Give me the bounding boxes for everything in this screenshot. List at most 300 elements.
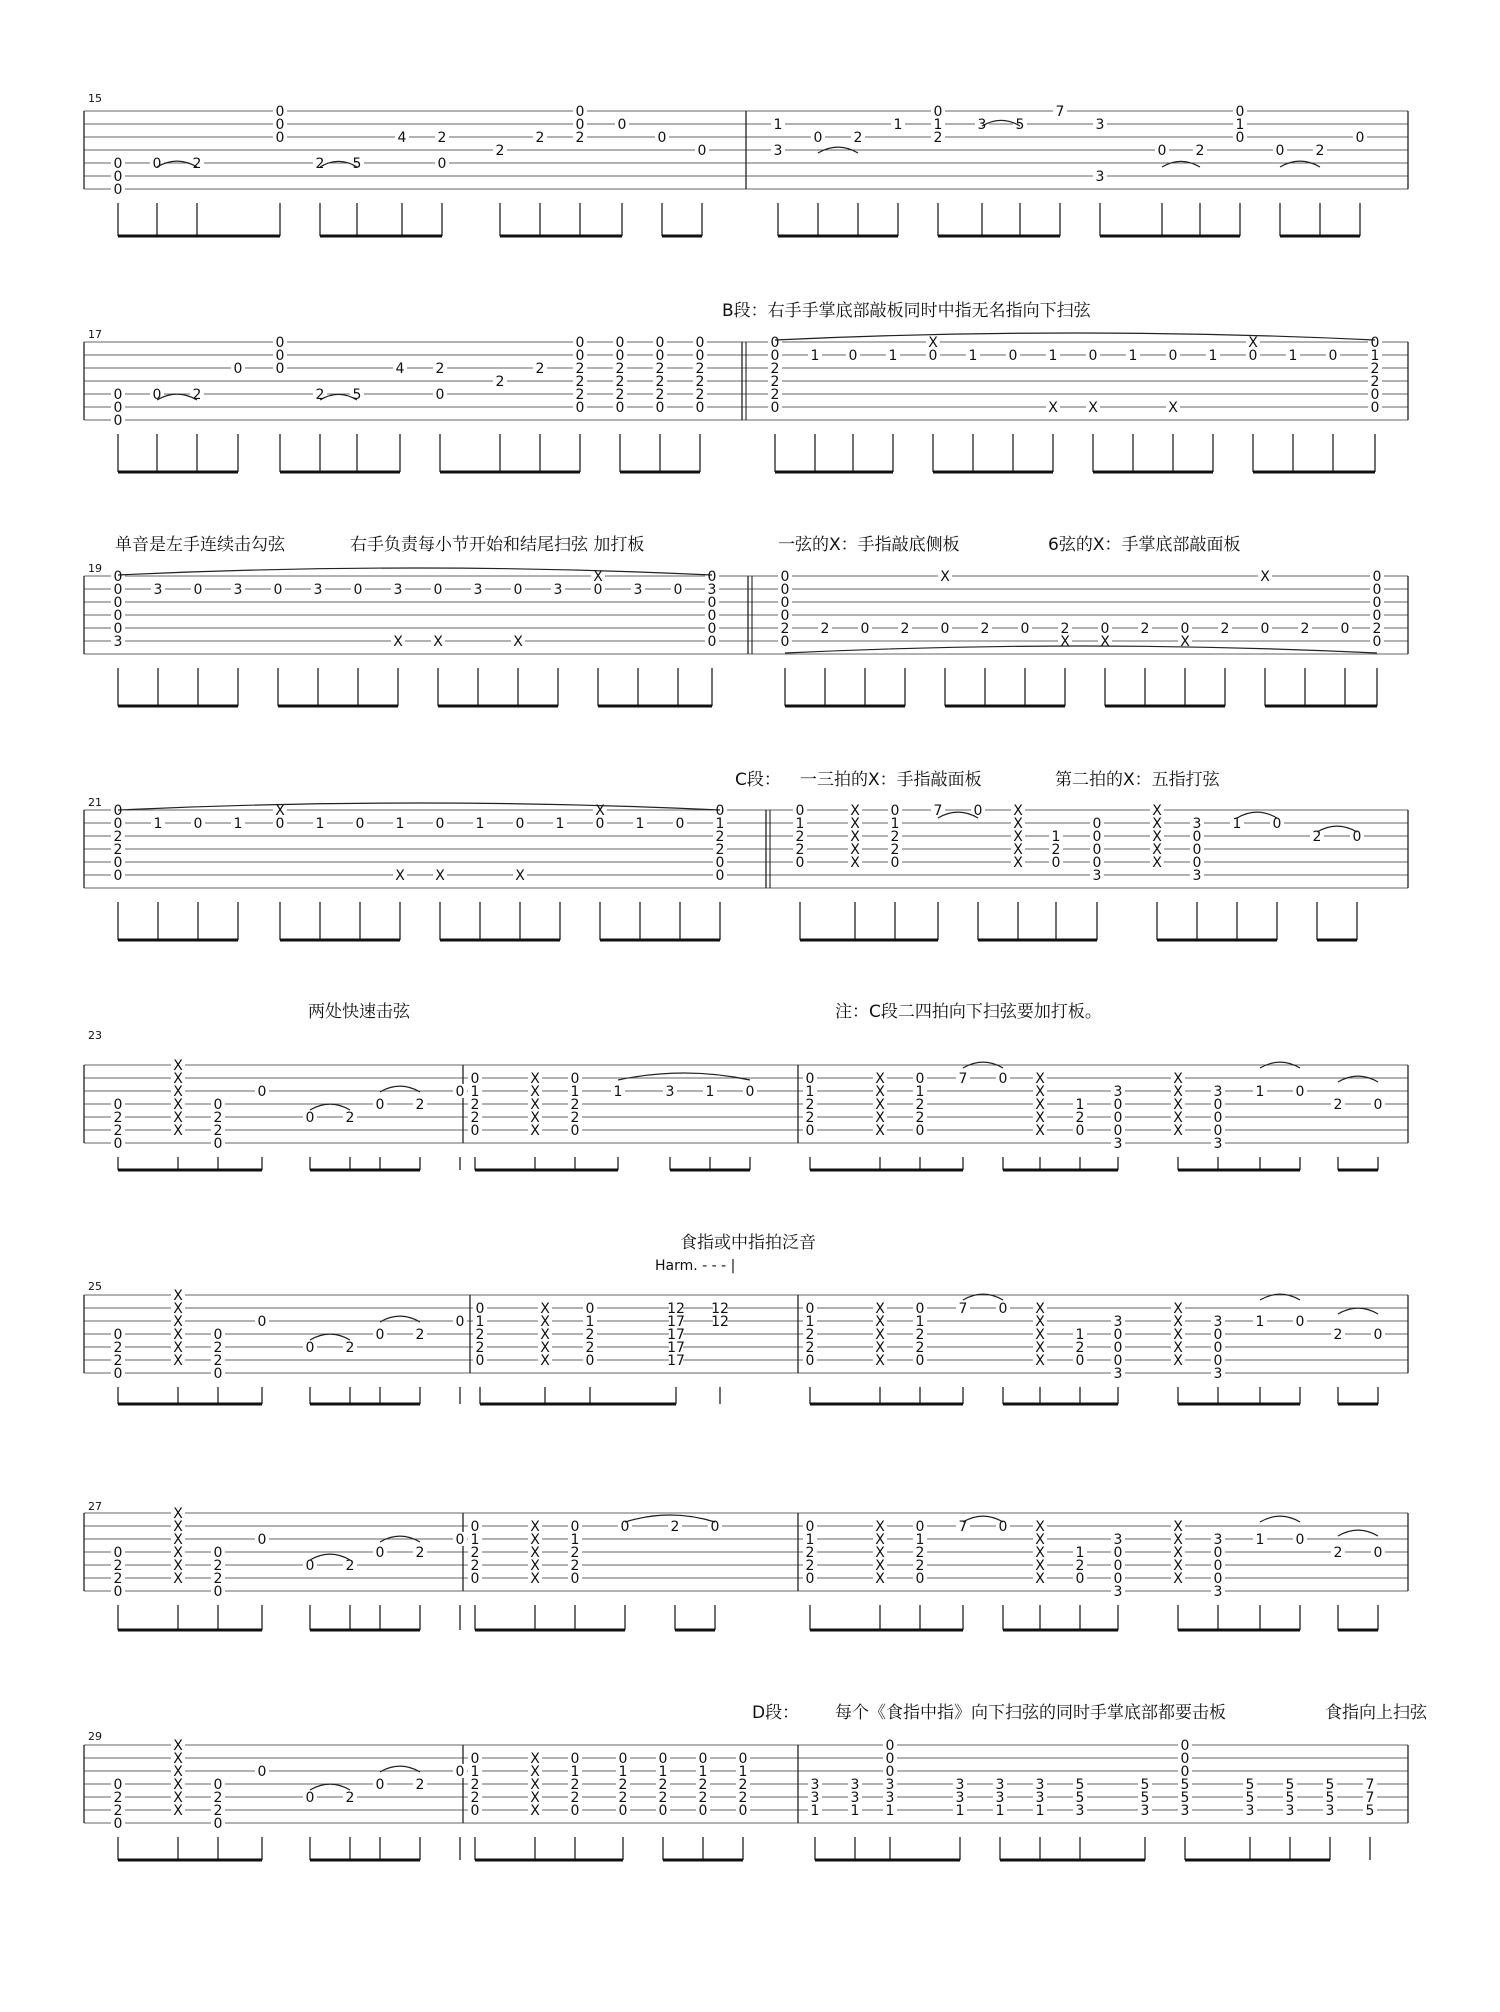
fret-number: 0 — [780, 634, 790, 650]
fret-number: 0 — [113, 855, 123, 871]
fret-number: X — [1048, 400, 1058, 416]
annotation-string6-x: 6弦的X：手掌底部敲面板 — [1048, 535, 1241, 555]
fret-number: 0 — [1373, 1327, 1383, 1343]
fret-number: X — [1035, 1123, 1045, 1139]
fret-number: 0 — [152, 387, 162, 403]
fret-number: 0 — [707, 634, 717, 650]
fret-number: 0 — [805, 1071, 815, 1087]
fret-number: X — [875, 1545, 885, 1561]
fret-number: 3 — [850, 1790, 860, 1806]
fret-number: 2 — [915, 1097, 925, 1113]
fret-number: 0 — [575, 400, 585, 416]
fret-number: 3 — [955, 1790, 965, 1806]
fret-number: 0 — [707, 608, 717, 624]
fret-number: 0 — [1075, 1353, 1085, 1369]
fret-number: 0 — [1213, 1110, 1223, 1126]
fret-number: 2 — [900, 621, 910, 637]
fret-number: X — [530, 1751, 540, 1767]
fret-number: X — [173, 1764, 183, 1780]
fret-number: X — [1173, 1558, 1183, 1574]
fret-number: 2 — [770, 374, 780, 390]
fret-number: 0 — [1180, 1764, 1190, 1780]
fret-number: 1 — [470, 1764, 480, 1780]
fret-number: X — [530, 1571, 540, 1587]
fret-number: 0 — [470, 1571, 480, 1587]
fret-number: 0 — [1260, 621, 1270, 637]
fret-number: 0 — [1275, 143, 1285, 159]
fret-number: 2 — [715, 829, 725, 845]
fret-number: 0 — [570, 1071, 580, 1087]
fret-number: 0 — [1213, 1123, 1223, 1139]
fret-number: 1 — [1288, 348, 1298, 364]
fret-number: X — [173, 1097, 183, 1113]
fret-number: 2 — [805, 1340, 815, 1356]
fret-number: X — [1060, 634, 1070, 650]
fret-number: X — [1035, 1097, 1045, 1113]
fret-number: 0 — [273, 582, 283, 598]
fret-number: 0 — [1370, 400, 1380, 416]
fret-number: 2 — [1075, 1340, 1085, 1356]
fret-number: 0 — [470, 1519, 480, 1535]
fret-number: 2 — [618, 1777, 628, 1793]
fret-number: 0 — [1370, 387, 1380, 403]
fret-number: 0 — [435, 816, 445, 832]
fret-number: 17 — [667, 1327, 685, 1343]
fret-number: 1 — [890, 816, 900, 832]
fret-number: 1 — [955, 1803, 965, 1819]
fret-number: X — [1173, 1571, 1183, 1587]
fret-number: 0 — [673, 582, 683, 598]
fret-number: 0 — [1113, 1327, 1123, 1343]
fret-number: 0 — [257, 1314, 267, 1330]
fret-number: 0 — [275, 335, 285, 351]
fret-number: X — [173, 1071, 183, 1087]
fret-number: 0 — [1008, 348, 1018, 364]
fret-number: X — [850, 842, 860, 858]
fret-number: X — [393, 634, 403, 650]
fret-number: 2 — [113, 1110, 123, 1126]
fret-number: 0 — [213, 1136, 223, 1152]
fret-number: X — [1013, 803, 1023, 819]
fret-number: 2 — [113, 1123, 123, 1139]
fret-number: X — [1173, 1532, 1183, 1548]
fret-number: X — [530, 1790, 540, 1806]
fret-number: 7 — [958, 1301, 968, 1317]
fret-number: 3 — [995, 1777, 1005, 1793]
fret-number: 2 — [1220, 621, 1230, 637]
fret-number: 0 — [113, 595, 123, 611]
fret-number: 2 — [890, 842, 900, 858]
fret-number: 0 — [770, 335, 780, 351]
fret-number: 0 — [707, 621, 717, 637]
fret-number: 3 — [1113, 1584, 1123, 1600]
fret-number: X — [530, 1123, 540, 1139]
fret-number: 0 — [805, 1353, 815, 1369]
fret-number: 0 — [305, 1340, 315, 1356]
fret-number: X — [1173, 1545, 1183, 1561]
fret-number: 1 — [395, 816, 405, 832]
fret-number: 2 — [1315, 143, 1325, 159]
fret-number: 0 — [213, 1327, 223, 1343]
fret-number: 0 — [780, 569, 790, 585]
fret-number: 2 — [1075, 1110, 1085, 1126]
fret-number: 0 — [193, 582, 203, 598]
fret-number: X — [1035, 1571, 1045, 1587]
fret-number: 2 — [315, 387, 325, 403]
fret-number: X — [1013, 829, 1023, 845]
fret-number: 0 — [1372, 608, 1382, 624]
fret-number: 2 — [192, 156, 202, 172]
fret-number: X — [875, 1301, 885, 1317]
fret-number: 0 — [715, 868, 725, 884]
fret-number: 0 — [745, 1084, 755, 1100]
slur-arc — [310, 1104, 350, 1110]
fret-number: 2 — [213, 1803, 223, 1819]
fret-number: 3 — [1213, 1084, 1223, 1100]
fret-number: X — [530, 1110, 540, 1126]
slur-arc — [618, 1073, 750, 1080]
fret-number: 3 — [1095, 169, 1105, 185]
fret-number: 2 — [715, 842, 725, 858]
annotation-hammer-pull: 单音是左手连续击勾弦 — [115, 535, 285, 555]
fret-number: 0 — [615, 348, 625, 364]
fret-number: 0 — [233, 361, 243, 377]
fret-number: 0 — [275, 104, 285, 120]
fret-number: 0 — [595, 816, 605, 832]
fret-number: 2 — [213, 1123, 223, 1139]
fret-number: 0 — [973, 803, 983, 819]
fret-number: 2 — [1060, 621, 1070, 637]
fret-number: 3 — [1075, 1803, 1085, 1819]
fret-number: X — [1152, 829, 1162, 845]
fret-number: 2 — [1140, 621, 1150, 637]
fret-number: 2 — [113, 1571, 123, 1587]
fret-number: 1 — [1075, 1545, 1085, 1561]
fret-number: 0 — [470, 1123, 480, 1139]
fret-number: X — [875, 1558, 885, 1574]
fret-number: X — [1173, 1301, 1183, 1317]
fret-number: X — [173, 1301, 183, 1317]
fret-number: 3 — [1092, 868, 1102, 884]
annotation-b-section: B段：右手手掌底部敲板同时中指无名指向下扫弦 — [722, 301, 1091, 321]
fret-number: 3 — [773, 143, 783, 159]
fret-number: 1 — [585, 1314, 595, 1330]
fret-number: X — [1173, 1353, 1183, 1369]
fret-number: X — [173, 1123, 183, 1139]
fret-number: 2 — [470, 1558, 480, 1574]
fret-number: 0 — [1372, 582, 1382, 598]
fret-numbers-layer — [114, 104, 1383, 1832]
fret-number: 5 — [352, 156, 362, 172]
fret-number: 0 — [738, 1803, 748, 1819]
fret-number: 1 — [893, 117, 903, 133]
fret-number: 0 — [113, 1097, 123, 1113]
fret-number: 0 — [928, 348, 938, 364]
fret-number: 1 — [315, 816, 325, 832]
fret-number: 2 — [890, 829, 900, 845]
fret-number: X — [173, 1803, 183, 1819]
fret-number: 0 — [455, 1084, 465, 1100]
fret-number: 0 — [375, 1327, 385, 1343]
fret-number: 1 — [1208, 348, 1218, 364]
fret-number: 5 — [1325, 1790, 1335, 1806]
fret-number: X — [1035, 1071, 1045, 1087]
fret-number: X — [1173, 1123, 1183, 1139]
fret-number: X — [940, 569, 950, 585]
fret-number: X — [173, 1777, 183, 1793]
fret-number: 0 — [113, 1366, 123, 1382]
fret-number: 0 — [715, 803, 725, 819]
fret-number: 0 — [890, 855, 900, 871]
fret-number: 3 — [1113, 1532, 1123, 1548]
fret-number: 3 — [1285, 1803, 1295, 1819]
measure-number: 25 — [88, 1280, 102, 1293]
fret-number: 0 — [570, 1519, 580, 1535]
annotation-right-hand: 右手负责每小节开始和结尾扫弦 加打板 — [350, 535, 645, 555]
fret-number: 0 — [113, 387, 123, 403]
fret-number: 0 — [455, 1532, 465, 1548]
fret-number: 5 — [1180, 1790, 1190, 1806]
fret-number: 2 — [345, 1558, 355, 1574]
fret-number: 3 — [153, 582, 163, 598]
fret-number: 3 — [1035, 1790, 1045, 1806]
fret-number: 0 — [707, 595, 717, 611]
fret-number: 3 — [553, 582, 563, 598]
fret-number: 2 — [570, 1097, 580, 1113]
fret-number: 3 — [1213, 1532, 1223, 1548]
fret-number: 0 — [455, 1764, 465, 1780]
fret-number: 0 — [1213, 1353, 1223, 1369]
fret-number: 0 — [275, 816, 285, 832]
fret-number: 0 — [213, 1816, 223, 1832]
fret-number: X — [173, 1751, 183, 1767]
annotation-beat2-x: 第二拍的X：五指打弦 — [1055, 770, 1220, 790]
fret-number: 1 — [995, 1803, 1005, 1819]
fret-number: 3 — [1113, 1136, 1123, 1152]
slur-arc — [1338, 1530, 1378, 1536]
fret-number: 0 — [213, 1545, 223, 1561]
fret-number: X — [530, 1777, 540, 1793]
fret-number: X — [540, 1327, 550, 1343]
fret-number: 1 — [1075, 1097, 1085, 1113]
fret-number: 3 — [1213, 1584, 1223, 1600]
fret-number: 5 — [352, 387, 362, 403]
fret-number: X — [1013, 816, 1023, 832]
fret-number: X — [1173, 1071, 1183, 1087]
fret-number: 7 — [958, 1071, 968, 1087]
fret-number: 0 — [940, 621, 950, 637]
fret-number: 1 — [888, 348, 898, 364]
fret-number: 0 — [1372, 569, 1382, 585]
fret-number: 0 — [353, 582, 363, 598]
fret-number: 2 — [805, 1545, 815, 1561]
fret-number: 0 — [1075, 1571, 1085, 1587]
fret-number: 2 — [437, 130, 447, 146]
fret-number: 2 — [618, 1790, 628, 1806]
fret-number: 0 — [915, 1301, 925, 1317]
fret-number: 0 — [1092, 816, 1102, 832]
fret-number: X — [1152, 855, 1162, 871]
fret-number: 0 — [113, 1584, 123, 1600]
fret-number: 1 — [1370, 348, 1380, 364]
fret-number: X — [173, 1790, 183, 1806]
fret-number: 3 — [1140, 1803, 1150, 1819]
fret-number: 2 — [213, 1340, 223, 1356]
fret-number: 0 — [1213, 1545, 1223, 1561]
fret-number: 2 — [213, 1558, 223, 1574]
fret-number: X — [275, 803, 285, 819]
fret-number: 0 — [1213, 1327, 1223, 1343]
fret-number: 2 — [470, 1790, 480, 1806]
fret-number: X — [530, 1097, 540, 1113]
fret-number: 0 — [470, 1751, 480, 1767]
fret-number: 5 — [1180, 1777, 1190, 1793]
fret-number: X — [435, 868, 445, 884]
fret-number: X — [173, 1519, 183, 1535]
fret-number: X — [540, 1301, 550, 1317]
fret-number: 0 — [113, 621, 123, 637]
fret-number: 2 — [615, 387, 625, 403]
fret-number: 0 — [113, 400, 123, 416]
fret-number: 7 — [1365, 1777, 1375, 1793]
fret-number: 2 — [113, 1353, 123, 1369]
fret-number: 0 — [885, 1738, 895, 1754]
fret-number: X — [875, 1532, 885, 1548]
fret-number: X — [1035, 1558, 1045, 1574]
harmonic-label: Harm. - - - | — [655, 1258, 736, 1274]
fret-number: 3 — [1245, 1803, 1255, 1819]
fret-number: 1 — [570, 1764, 580, 1780]
fret-number: 0 — [1295, 1532, 1305, 1548]
fret-number: X — [530, 1803, 540, 1819]
fret-number: 12 — [711, 1301, 729, 1317]
fret-number: 0 — [113, 582, 123, 598]
fret-number: 1 — [805, 1084, 815, 1100]
fret-number: 0 — [658, 1803, 668, 1819]
fret-number: 0 — [933, 104, 943, 120]
fret-number: X — [1013, 855, 1023, 871]
fret-number: 0 — [1092, 829, 1102, 845]
fret-number: X — [540, 1353, 550, 1369]
fret-number: 0 — [780, 582, 790, 598]
fret-number: 0 — [1180, 1751, 1190, 1767]
fret-number: X — [173, 1506, 183, 1522]
fret-number: 3 — [707, 582, 717, 598]
fret-number: X — [593, 569, 603, 585]
fret-number: 2 — [475, 1340, 485, 1356]
fret-number: 2 — [915, 1327, 925, 1343]
fret-number: 2 — [415, 1097, 425, 1113]
fret-number: 2 — [933, 130, 943, 146]
fret-number: 1 — [885, 1803, 895, 1819]
fret-number: 0 — [257, 1532, 267, 1548]
fret-number: 0 — [795, 803, 805, 819]
fret-number: 0 — [113, 1545, 123, 1561]
fret-number: 1 — [475, 816, 485, 832]
fret-number: X — [850, 829, 860, 845]
fret-number: 0 — [1340, 621, 1350, 637]
fret-number: 1 — [1075, 1327, 1085, 1343]
fret-number: X — [875, 1340, 885, 1356]
fret-number: 0 — [113, 1816, 123, 1832]
fret-number: 2 — [113, 1790, 123, 1806]
fret-number: 2 — [213, 1790, 223, 1806]
fret-number: 1 — [1255, 1314, 1265, 1330]
fret-number: 0 — [1235, 130, 1245, 146]
fret-number: 17 — [667, 1314, 685, 1330]
fret-number: 1 — [915, 1084, 925, 1100]
fret-number: 5 — [1075, 1777, 1085, 1793]
fret-number: 0 — [770, 348, 780, 364]
fret-number: X — [1173, 1340, 1183, 1356]
fret-number: X — [928, 335, 938, 351]
fret-number: 0 — [355, 816, 365, 832]
fret-number: 2 — [805, 1097, 815, 1113]
fret-number: 0 — [658, 1751, 668, 1767]
fret-number: 2 — [213, 1571, 223, 1587]
fret-number: 0 — [585, 1301, 595, 1317]
slur-arc — [1338, 1076, 1378, 1082]
fret-number: X — [173, 1545, 183, 1561]
fret-number: 3 — [1113, 1314, 1123, 1330]
annotation-fast-tap: 两处快速击弦 — [308, 1002, 410, 1022]
fret-number: 0 — [1092, 842, 1102, 858]
fret-number: 0 — [113, 816, 123, 832]
fret-number: 0 — [1373, 1097, 1383, 1113]
fret-number: 0 — [915, 1353, 925, 1369]
fret-number: 0 — [1113, 1558, 1123, 1574]
fret-number: 3 — [113, 634, 123, 650]
fret-number: 2 — [615, 361, 625, 377]
fret-number: 3 — [850, 1777, 860, 1793]
fret-number: 2 — [698, 1777, 708, 1793]
fret-number: 0 — [998, 1071, 1008, 1087]
fret-number: 2 — [670, 1519, 680, 1535]
fret-number: 2 — [695, 361, 705, 377]
fret-number: X — [173, 1314, 183, 1330]
fret-number: 2 — [213, 1353, 223, 1369]
fret-number: 0 — [1113, 1571, 1123, 1587]
fret-number: 0 — [305, 1110, 315, 1126]
fret-number: 1 — [470, 1532, 480, 1548]
fret-number: X — [875, 1084, 885, 1100]
fret-number: X — [1035, 1340, 1045, 1356]
fret-number: 3 — [885, 1777, 895, 1793]
fret-number: X — [395, 868, 405, 884]
fret-number: 0 — [470, 1071, 480, 1087]
fret-number: 0 — [848, 348, 858, 364]
fret-number: 0 — [655, 335, 665, 351]
fret-number: 0 — [1192, 855, 1202, 871]
annotation-c-section-note: 注：C段二四拍向下扫弦要加打板。 — [835, 1002, 1102, 1022]
fret-number: 2 — [345, 1340, 355, 1356]
fret-number: 2 — [470, 1110, 480, 1126]
fret-number: 2 — [415, 1777, 425, 1793]
fret-number: X — [1035, 1353, 1045, 1369]
fret-number: 0 — [1113, 1110, 1123, 1126]
fret-number: 0 — [275, 361, 285, 377]
tab-marks-layer — [111, 104, 1385, 1860]
fret-number: X — [530, 1545, 540, 1561]
fret-number: 2 — [113, 1340, 123, 1356]
fret-number: 2 — [415, 1327, 425, 1343]
fret-number: 2 — [795, 842, 805, 858]
fret-number: X — [875, 1110, 885, 1126]
fret-number: 0 — [375, 1777, 385, 1793]
fret-number: 0 — [213, 1584, 223, 1600]
fret-number: X — [530, 1558, 540, 1574]
fret-number: 0 — [618, 1803, 628, 1819]
